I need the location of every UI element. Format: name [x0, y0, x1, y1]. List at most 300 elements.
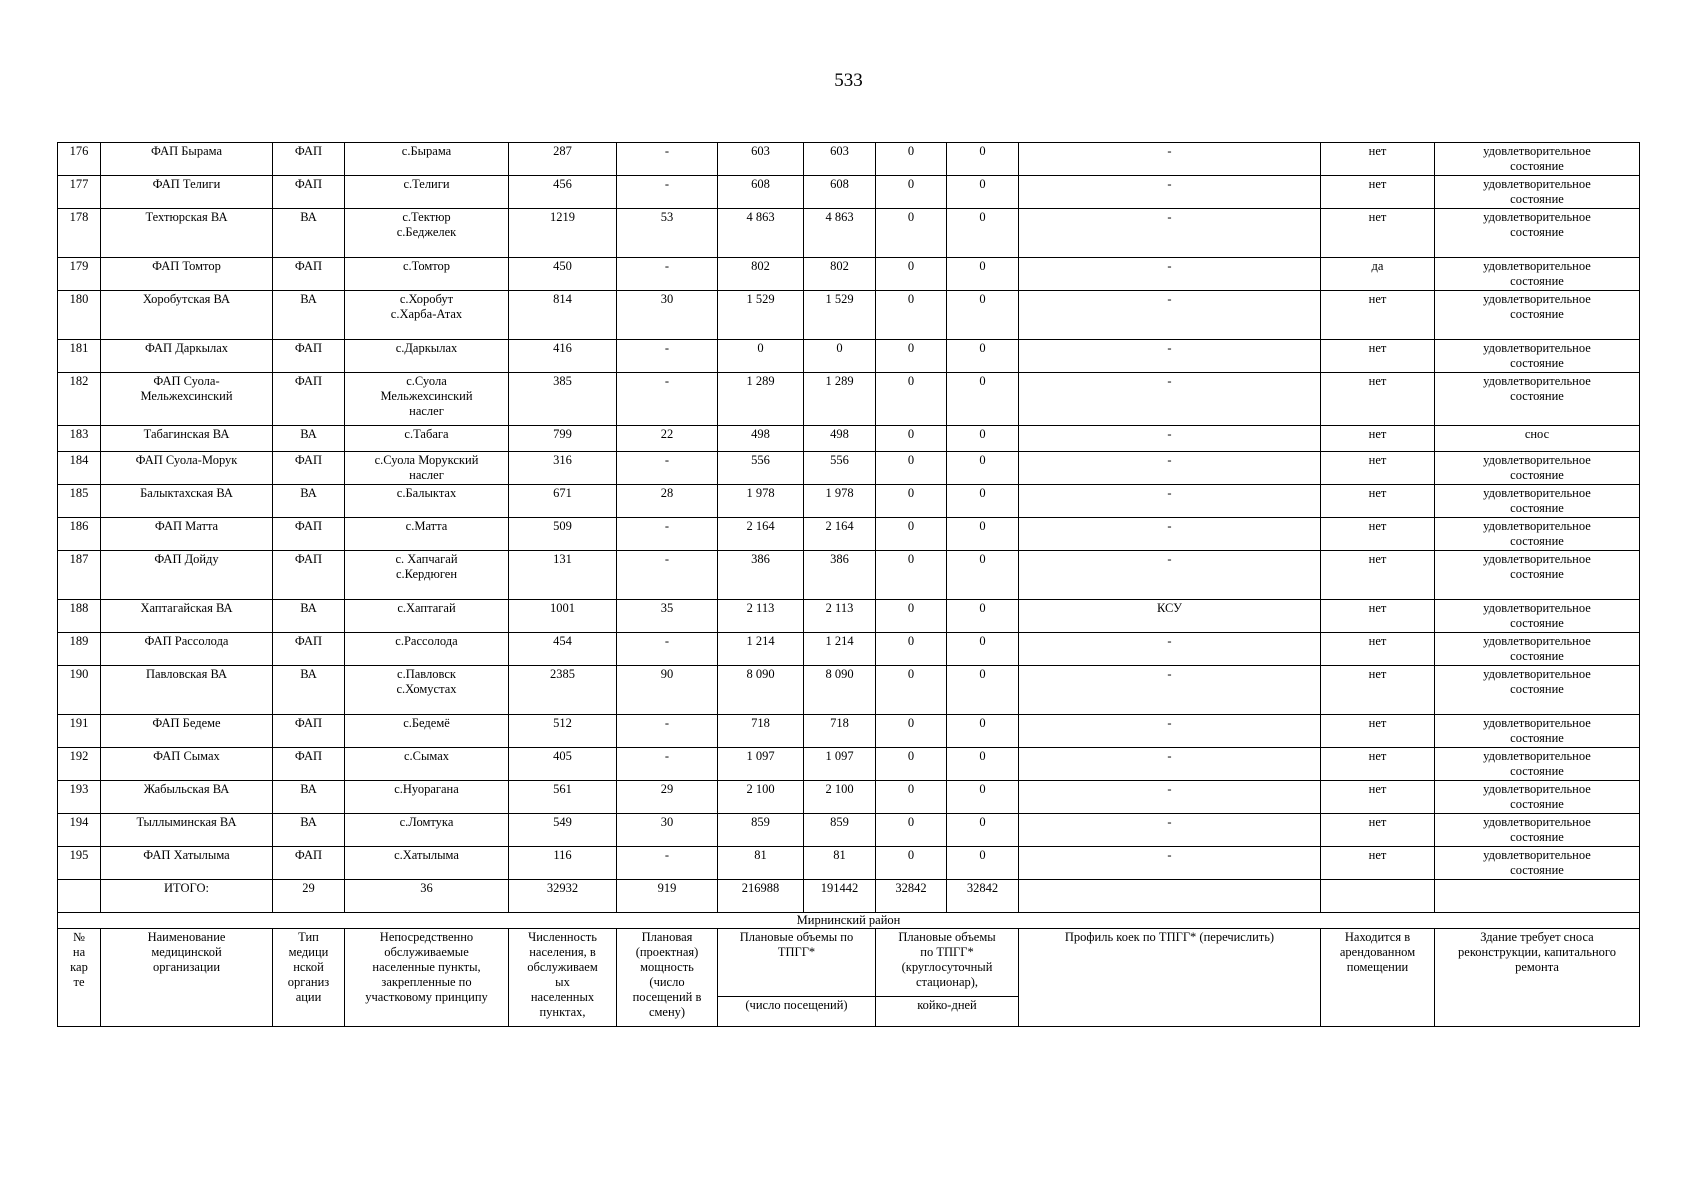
- header-capacity: [617, 929, 718, 1027]
- visits-actual: 81: [804, 847, 876, 880]
- facility-name: [101, 340, 273, 373]
- table-row: [58, 426, 1640, 452]
- population: 799: [509, 426, 617, 452]
- beds-actual: 0: [947, 814, 1019, 847]
- building-state-line: удовлетворительное: [1483, 210, 1591, 224]
- total-row: [58, 880, 1640, 913]
- header-visits: [718, 929, 876, 997]
- population: 287: [509, 143, 617, 176]
- served-settlements-line: с.Даркылах: [395, 341, 458, 355]
- table-row: [58, 485, 1640, 518]
- facility-name: [101, 551, 273, 600]
- visits-plan: 81: [718, 847, 804, 880]
- table-row: [58, 814, 1640, 847]
- bed-profile: -: [1019, 485, 1321, 518]
- building-state-line: удовлетворительное: [1483, 144, 1591, 158]
- capacity: 30: [617, 291, 718, 340]
- rented-premises: нет: [1321, 551, 1435, 600]
- facility-type: ФАП: [273, 258, 345, 291]
- population: 456: [509, 176, 617, 209]
- facility-type: ФАП: [273, 176, 345, 209]
- served-settlements-line: с.Хомустах: [396, 682, 457, 696]
- beds-actual: 0: [947, 847, 1019, 880]
- facility-name-line: Жабыльская ВА: [143, 782, 230, 796]
- building-state: [1435, 340, 1640, 373]
- total-capacity: 919: [617, 880, 718, 913]
- served-settlements-line: с.Хатылыма: [394, 848, 459, 862]
- page-number: 533: [834, 70, 863, 91]
- beds-plan: 0: [876, 209, 947, 258]
- facility-name-line: ФАП Хатылыма: [143, 848, 230, 862]
- building-state-line: состояние: [1510, 797, 1564, 811]
- facility-name-line: Хоробутская ВА: [142, 292, 231, 306]
- table-row: [58, 847, 1640, 880]
- beds-actual: 0: [947, 518, 1019, 551]
- population: 1219: [509, 209, 617, 258]
- header-population: [509, 929, 617, 1027]
- row-no: 179: [58, 258, 101, 291]
- served-settlements: [345, 258, 509, 291]
- facility-type: ВА: [273, 666, 345, 715]
- visits-actual: 1 529: [804, 291, 876, 340]
- building-state-line: удовлетворительное: [1483, 453, 1591, 467]
- building-state: [1435, 847, 1640, 880]
- header-profile: Профиль коек по ТПГГ* (перечислить): [1019, 929, 1321, 1027]
- total-rented: [1321, 880, 1435, 913]
- rented-premises: нет: [1321, 600, 1435, 633]
- bed-profile: -: [1019, 258, 1321, 291]
- header-rented-line: Находится в: [1344, 930, 1411, 944]
- building-state-line: состояние: [1510, 764, 1564, 778]
- bed-profile: -: [1019, 847, 1321, 880]
- facility-type: ФАП: [273, 551, 345, 600]
- rented-premises: нет: [1321, 373, 1435, 426]
- visits-plan: 1 214: [718, 633, 804, 666]
- beds-actual: 0: [947, 551, 1019, 600]
- building-state-line: состояние: [1510, 468, 1564, 482]
- facility-name: [101, 666, 273, 715]
- facility-name: [101, 291, 273, 340]
- facility-name: [101, 143, 273, 176]
- facility-name-line: Табагинская ВА: [143, 427, 230, 441]
- bed-profile: -: [1019, 518, 1321, 551]
- header-visits-unit: (число посещений): [718, 997, 876, 1027]
- served-settlements: [345, 291, 509, 340]
- visits-plan: 1 097: [718, 748, 804, 781]
- visits-plan: 859: [718, 814, 804, 847]
- header-settlements-line: обслуживаемые: [384, 945, 469, 959]
- header-population-line: обслуживаем: [527, 960, 598, 974]
- facility-name-line: ФАП Даркылах: [144, 341, 229, 355]
- header-population-line: пунктах,: [539, 1005, 586, 1019]
- rented-premises: нет: [1321, 781, 1435, 814]
- capacity: -: [617, 633, 718, 666]
- building-state-line: состояние: [1510, 159, 1564, 173]
- section-title: Мирнинский район: [58, 913, 1640, 929]
- header-capacity-line: мощность: [640, 960, 694, 974]
- population: 131: [509, 551, 617, 600]
- visits-actual: 608: [804, 176, 876, 209]
- facility-name: [101, 485, 273, 518]
- table-row: [58, 373, 1640, 426]
- row-no: 187: [58, 551, 101, 600]
- served-settlements-line: с.Рассолода: [395, 634, 458, 648]
- beds-plan: 0: [876, 666, 947, 715]
- facility-type: ФАП: [273, 633, 345, 666]
- served-settlements: [345, 814, 509, 847]
- bed-profile: -: [1019, 143, 1321, 176]
- visits-plan: 603: [718, 143, 804, 176]
- header-capacity-line: смену): [648, 1005, 686, 1019]
- header-type-line: нской: [293, 960, 324, 974]
- row-no: 189: [58, 633, 101, 666]
- rented-premises: нет: [1321, 847, 1435, 880]
- visits-plan: 608: [718, 176, 804, 209]
- table-row: [58, 666, 1640, 715]
- capacity: -: [617, 143, 718, 176]
- rented-premises: нет: [1321, 814, 1435, 847]
- bed-profile: -: [1019, 715, 1321, 748]
- total-profile: [1019, 880, 1321, 913]
- visits-actual: 4 863: [804, 209, 876, 258]
- building-state-line: состояние: [1510, 830, 1564, 844]
- beds-plan: 0: [876, 373, 947, 426]
- building-state-line: удовлетворительное: [1483, 716, 1591, 730]
- building-state-line: состояние: [1510, 682, 1564, 696]
- facility-name: [101, 518, 273, 551]
- building-state-line: состояние: [1510, 225, 1564, 239]
- beds-plan: 0: [876, 814, 947, 847]
- visits-plan: 1 978: [718, 485, 804, 518]
- header-building-line: ремонта: [1515, 960, 1559, 974]
- facility-type: ВА: [273, 781, 345, 814]
- row-no: 185: [58, 485, 101, 518]
- building-state-line: состояние: [1510, 863, 1564, 877]
- header-rented: [1321, 929, 1435, 1027]
- building-state: [1435, 666, 1640, 715]
- building-state: [1435, 291, 1640, 340]
- visits-actual: 2 113: [804, 600, 876, 633]
- served-settlements-line: наслег: [409, 404, 444, 418]
- table-row: [58, 633, 1640, 666]
- row-no: 188: [58, 600, 101, 633]
- building-state-line: удовлетворительное: [1483, 749, 1591, 763]
- served-settlements-line: с.Харба-Атах: [390, 307, 463, 321]
- row-no: 181: [58, 340, 101, 373]
- row-no: 194: [58, 814, 101, 847]
- beds-actual: 0: [947, 291, 1019, 340]
- building-state: [1435, 518, 1640, 551]
- header-settlements-line: участковому принципу: [365, 990, 488, 1004]
- table-row: [58, 258, 1640, 291]
- rented-premises: нет: [1321, 518, 1435, 551]
- facility-name-line: Павловская ВА: [145, 667, 228, 681]
- visits-actual: 1 214: [804, 633, 876, 666]
- header-no-line: те: [73, 975, 85, 989]
- header-no: [58, 929, 101, 1027]
- header-row: [58, 929, 1640, 997]
- served-settlements: [345, 666, 509, 715]
- header-population-line: ых: [555, 975, 570, 989]
- facility-type: ВА: [273, 426, 345, 452]
- building-state-line: удовлетворительное: [1483, 259, 1591, 273]
- facility-name-line: ФАП Дойду: [154, 552, 219, 566]
- header-capacity-line: Плановая: [641, 930, 693, 944]
- visits-plan: 8 090: [718, 666, 804, 715]
- header-no-line: №: [73, 930, 85, 944]
- facility-type: ВА: [273, 485, 345, 518]
- visits-plan: 4 863: [718, 209, 804, 258]
- beds-plan: 0: [876, 633, 947, 666]
- building-state-line: удовлетворительное: [1483, 552, 1591, 566]
- total-visits-actual: 191442: [804, 880, 876, 913]
- beds-plan: 0: [876, 258, 947, 291]
- facility-type: ФАП: [273, 340, 345, 373]
- facility-name: [101, 633, 273, 666]
- capacity: -: [617, 715, 718, 748]
- capacity: 29: [617, 781, 718, 814]
- population: 385: [509, 373, 617, 426]
- header-beds-unit: койко-дней: [876, 997, 1019, 1027]
- table-row: [58, 143, 1640, 176]
- population: 405: [509, 748, 617, 781]
- row-no: 180: [58, 291, 101, 340]
- total-visits-plan: 216988: [718, 880, 804, 913]
- served-settlements-line: Мельжехсинский: [380, 389, 473, 403]
- rented-premises: нет: [1321, 633, 1435, 666]
- facility-name-line: ФАП Телиги: [152, 177, 221, 191]
- served-settlements-line: наслег: [409, 468, 444, 482]
- capacity: -: [617, 518, 718, 551]
- served-settlements: [345, 551, 509, 600]
- facility-name: [101, 452, 273, 485]
- building-state: [1435, 452, 1640, 485]
- served-settlements-line: с.Суола Морукский: [374, 453, 479, 467]
- beds-actual: 0: [947, 176, 1019, 209]
- header-beds-line: Плановые объемы: [898, 930, 996, 944]
- header-rented-line: арендованном: [1339, 945, 1416, 959]
- served-settlements: [345, 600, 509, 633]
- capacity: -: [617, 340, 718, 373]
- table-footer: [58, 880, 1640, 1027]
- visits-actual: 603: [804, 143, 876, 176]
- facility-name-line: ФАП Рассолода: [144, 634, 229, 648]
- building-state-line: удовлетворительное: [1483, 486, 1591, 500]
- header-beds-line: стационар),: [915, 975, 979, 989]
- header-beds: [876, 929, 1019, 997]
- facility-type: ФАП: [273, 452, 345, 485]
- visits-actual: 1 978: [804, 485, 876, 518]
- building-state-line: состояние: [1510, 192, 1564, 206]
- facility-type: ВА: [273, 600, 345, 633]
- building-state: [1435, 814, 1640, 847]
- visits-plan: 2 100: [718, 781, 804, 814]
- building-state-line: удовлетворительное: [1483, 341, 1591, 355]
- beds-actual: 0: [947, 143, 1019, 176]
- facility-name: [101, 209, 273, 258]
- bed-profile: -: [1019, 209, 1321, 258]
- visits-plan: 386: [718, 551, 804, 600]
- total-population: 32932: [509, 880, 617, 913]
- header-building-line: реконструкции, капитального: [1458, 945, 1616, 959]
- beds-plan: 0: [876, 600, 947, 633]
- total-beds-plan: 32842: [876, 880, 947, 913]
- served-settlements: [345, 426, 509, 452]
- table-row: [58, 209, 1640, 258]
- building-state: [1435, 258, 1640, 291]
- header-type-line: Тип: [298, 930, 319, 944]
- rented-premises: нет: [1321, 209, 1435, 258]
- beds-actual: 0: [947, 666, 1019, 715]
- served-settlements: [345, 373, 509, 426]
- building-state-line: состояние: [1510, 616, 1564, 630]
- header-population-line: населенных: [530, 990, 595, 1004]
- header-capacity-line: (проектная): [635, 945, 699, 959]
- served-settlements: [345, 715, 509, 748]
- total-settlements: 36: [345, 880, 509, 913]
- building-state-line: состояние: [1510, 501, 1564, 515]
- building-state: [1435, 485, 1640, 518]
- total-type: 29: [273, 880, 345, 913]
- bed-profile: -: [1019, 551, 1321, 600]
- visits-plan: 556: [718, 452, 804, 485]
- facility-type: ФАП: [273, 847, 345, 880]
- facility-name: [101, 715, 273, 748]
- served-settlements-line: с.Матта: [405, 519, 448, 533]
- visits-actual: 1 097: [804, 748, 876, 781]
- rented-premises: нет: [1321, 176, 1435, 209]
- facility-name-line: ФАП Бырама: [150, 144, 222, 158]
- bed-profile: -: [1019, 748, 1321, 781]
- population: 814: [509, 291, 617, 340]
- beds-plan: 0: [876, 426, 947, 452]
- beds-plan: 0: [876, 485, 947, 518]
- bed-profile: -: [1019, 176, 1321, 209]
- served-settlements-line: с.Сымах: [403, 749, 450, 763]
- header-settlements: [345, 929, 509, 1027]
- facility-name-line: Мельжехсинский: [140, 389, 233, 403]
- beds-plan: 0: [876, 518, 947, 551]
- building-state: [1435, 209, 1640, 258]
- facility-name-line: Техтюрская ВА: [145, 210, 228, 224]
- building-state-line: состояние: [1510, 731, 1564, 745]
- bed-profile: -: [1019, 633, 1321, 666]
- building-state: [1435, 633, 1640, 666]
- row-no: 191: [58, 715, 101, 748]
- served-settlements: [345, 176, 509, 209]
- header-name: [101, 929, 273, 1027]
- visits-actual: 8 090: [804, 666, 876, 715]
- capacity: -: [617, 258, 718, 291]
- population: 2385: [509, 666, 617, 715]
- table-row: [58, 291, 1640, 340]
- capacity: 30: [617, 814, 718, 847]
- population: 416: [509, 340, 617, 373]
- building-state-line: удовлетворительное: [1483, 374, 1591, 388]
- header-visits-line: ТПГГ*: [777, 945, 816, 959]
- row-no: 193: [58, 781, 101, 814]
- beds-actual: 0: [947, 748, 1019, 781]
- visits-plan: 2 113: [718, 600, 804, 633]
- bed-profile: -: [1019, 814, 1321, 847]
- facility-name-line: ФАП Суола-Морук: [135, 453, 238, 467]
- served-settlements-line: с.Ломтука: [399, 815, 454, 829]
- facility-name: [101, 258, 273, 291]
- served-settlements-line: с.Кердюген: [395, 567, 458, 581]
- header-capacity-line: посещений в: [632, 990, 702, 1004]
- facility-name: [101, 847, 273, 880]
- facility-name-line: ФАП Матта: [154, 519, 219, 533]
- facility-type: ФАП: [273, 518, 345, 551]
- facility-name: [101, 426, 273, 452]
- rented-premises: нет: [1321, 426, 1435, 452]
- capacity: -: [617, 373, 718, 426]
- served-settlements: [345, 633, 509, 666]
- facility-name: [101, 814, 273, 847]
- facility-name: [101, 176, 273, 209]
- rented-premises: нет: [1321, 666, 1435, 715]
- row-no: 178: [58, 209, 101, 258]
- visits-actual: 2 100: [804, 781, 876, 814]
- building-state: [1435, 781, 1640, 814]
- visits-actual: 0: [804, 340, 876, 373]
- building-state: [1435, 426, 1640, 452]
- served-settlements-line: с.Беджелек: [396, 225, 457, 239]
- building-state-line: состояние: [1510, 356, 1564, 370]
- header-type-line: ации: [295, 990, 322, 1004]
- row-no: 195: [58, 847, 101, 880]
- rented-premises: нет: [1321, 715, 1435, 748]
- header-name-line: медицинской: [151, 945, 222, 959]
- capacity: -: [617, 551, 718, 600]
- header-building-line: Здание требует сноса: [1480, 930, 1594, 944]
- bed-profile: -: [1019, 452, 1321, 485]
- building-state-line: удовлетворительное: [1483, 782, 1591, 796]
- facility-type: ВА: [273, 209, 345, 258]
- building-state-line: состояние: [1510, 649, 1564, 663]
- row-no: 192: [58, 748, 101, 781]
- visits-plan: 0: [718, 340, 804, 373]
- population: 454: [509, 633, 617, 666]
- population: 671: [509, 485, 617, 518]
- beds-actual: 0: [947, 209, 1019, 258]
- facility-type: ФАП: [273, 715, 345, 748]
- building-state-line: снос: [1524, 427, 1550, 441]
- served-settlements-line: с.Томтор: [402, 259, 451, 273]
- rented-premises: нет: [1321, 748, 1435, 781]
- visits-actual: 1 289: [804, 373, 876, 426]
- table-row: [58, 518, 1640, 551]
- beds-plan: 0: [876, 551, 947, 600]
- beds-actual: 0: [947, 426, 1019, 452]
- header-name-line: Наименование: [147, 930, 226, 944]
- beds-actual: 0: [947, 258, 1019, 291]
- header-no-line: на: [72, 945, 86, 959]
- building-state-line: удовлетворительное: [1483, 815, 1591, 829]
- building-state-line: удовлетворительное: [1483, 601, 1591, 615]
- table-row: [58, 600, 1640, 633]
- population: 116: [509, 847, 617, 880]
- visits-plan: 1 289: [718, 373, 804, 426]
- bed-profile: -: [1019, 373, 1321, 426]
- visits-actual: 386: [804, 551, 876, 600]
- population: 509: [509, 518, 617, 551]
- visits-plan: 802: [718, 258, 804, 291]
- served-settlements: [345, 143, 509, 176]
- bed-profile: -: [1019, 781, 1321, 814]
- bed-profile: -: [1019, 426, 1321, 452]
- total-no: [58, 880, 101, 913]
